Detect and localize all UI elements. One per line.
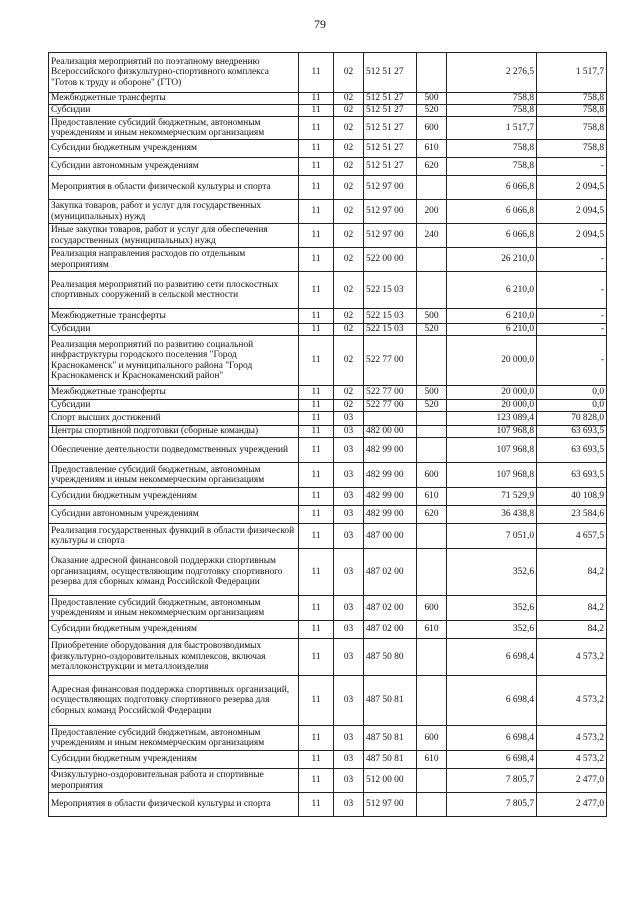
amount-actual-cell: - — [537, 248, 607, 272]
expense-type-code-cell: 200 — [417, 200, 447, 224]
amount-actual-cell: 4 573,2 — [537, 676, 607, 726]
amount-actual-cell: 758,8 — [537, 93, 607, 105]
expense-type-code-cell — [417, 549, 447, 596]
table-row — [49, 117, 607, 140]
section-code-cell: 11 — [299, 386, 334, 400]
amount-plan-cell: 6 698,4 — [447, 676, 537, 726]
table-row — [49, 463, 607, 488]
expense-name-cell: Реализация мероприятий по развитию сети плоскостных спортивных сооружений в сельской местности — [49, 272, 299, 309]
section-code-cell: 11 — [299, 488, 334, 506]
target-item-code-cell: 512 00 00 — [364, 769, 417, 793]
amount-plan-cell: 352,6 — [447, 549, 537, 596]
expense-name-cell: Субсидии бюджетным учреждениям — [49, 751, 299, 769]
expense-type-code-cell — [417, 336, 447, 386]
amount-plan-cell: 6 066,8 — [447, 200, 537, 224]
target-item-code-cell: 522 77 00 — [364, 400, 417, 412]
table-row — [49, 248, 607, 272]
expense-name-cell: Приобретение оборудования для быстровозводимых физкультурно-оздоровительных комплексов, включая металлоконструкции и металлоизделия — [49, 639, 299, 676]
subsection-code-cell: 02 — [334, 309, 364, 324]
target-item-code-cell: 487 00 00 — [364, 524, 417, 549]
subsection-code-cell: 03 — [334, 426, 364, 438]
section-code-cell: 11 — [299, 412, 334, 426]
section-code-cell: 11 — [299, 105, 334, 117]
section-code-cell: 11 — [299, 639, 334, 676]
expense-type-code-cell: 610 — [417, 621, 447, 639]
expense-name-cell: Субсидии — [49, 324, 299, 336]
expense-type-code-cell — [417, 426, 447, 438]
amount-actual-cell: 84,2 — [537, 621, 607, 639]
section-code-cell: 11 — [299, 596, 334, 621]
expense-name-cell: Реализация направления расходов по отдельным мероприятиям — [49, 248, 299, 272]
expense-name-cell: Обеспечение деятельности подведомственных учреждений — [49, 438, 299, 463]
target-item-code-cell: 487 02 00 — [364, 549, 417, 596]
expense-name-cell: Субсидии — [49, 105, 299, 117]
expense-name-cell: Субсидии автономным учреждениям — [49, 158, 299, 176]
expense-type-code-cell: 500 — [417, 93, 447, 105]
amount-actual-cell: - — [537, 324, 607, 336]
subsection-code-cell: 03 — [334, 726, 364, 751]
amount-actual-cell: 4 573,2 — [537, 639, 607, 676]
target-item-code-cell: 512 51 27 — [364, 140, 417, 158]
expense-name-cell: Реализация государственных функций в области физической культуры и спорта — [49, 524, 299, 549]
amount-actual-cell: - — [537, 336, 607, 386]
expense-name-cell: Субсидии бюджетным учреждениям — [49, 621, 299, 639]
amount-actual-cell: 4 657,5 — [537, 524, 607, 549]
amount-plan-cell: 6 698,4 — [447, 639, 537, 676]
subsection-code-cell: 03 — [334, 506, 364, 524]
expense-type-code-cell: 620 — [417, 158, 447, 176]
subsection-code-cell: 03 — [334, 549, 364, 596]
amount-plan-cell: 6 210,0 — [447, 324, 537, 336]
expense-name-cell: Предоставление субсидий бюджетным, автономным учреждениям и иным некоммерческим организациям — [49, 463, 299, 488]
target-item-code-cell: 482 99 00 — [364, 463, 417, 488]
section-code-cell: 11 — [299, 676, 334, 726]
target-item-code-cell: 512 51 27 — [364, 105, 417, 117]
expense-type-code-cell — [417, 676, 447, 726]
target-item-code-cell: 482 00 00 — [364, 426, 417, 438]
amount-actual-cell: 2 477,0 — [537, 793, 607, 817]
subsection-code-cell: 03 — [334, 438, 364, 463]
subsection-code-cell: 03 — [334, 793, 364, 817]
table-row — [49, 53, 607, 93]
table-row — [49, 596, 607, 621]
subsection-code-cell: 02 — [334, 176, 364, 200]
amount-actual-cell: 0,0 — [537, 386, 607, 400]
section-code-cell: 11 — [299, 438, 334, 463]
expense-type-code-cell: 610 — [417, 140, 447, 158]
target-item-code-cell: 487 50 80 — [364, 639, 417, 676]
section-code-cell: 11 — [299, 324, 334, 336]
subsection-code-cell: 02 — [334, 248, 364, 272]
amount-plan-cell: 758,8 — [447, 140, 537, 158]
table-row — [49, 93, 607, 105]
target-item-code-cell: 512 97 00 — [364, 793, 417, 817]
table-row — [49, 726, 607, 751]
amount-plan-cell: 352,6 — [447, 596, 537, 621]
target-item-code-cell: 487 50 81 — [364, 676, 417, 726]
section-code-cell: 11 — [299, 549, 334, 596]
amount-plan-cell: 6 066,8 — [447, 176, 537, 200]
table-row — [49, 524, 607, 549]
table-row — [49, 621, 607, 639]
expense-name-cell: Адресная финансовая поддержка спортивных организаций, осуществляющих подготовку спортивного резерва для сборных команд Российской Федерации — [49, 676, 299, 726]
amount-actual-cell: 70 828,0 — [537, 412, 607, 426]
section-code-cell: 11 — [299, 117, 334, 140]
subsection-code-cell: 02 — [334, 324, 364, 336]
amount-plan-cell: 71 529,9 — [447, 488, 537, 506]
subsection-code-cell: 03 — [334, 412, 364, 426]
section-code-cell: 11 — [299, 158, 334, 176]
amount-actual-cell: 84,2 — [537, 596, 607, 621]
amount-actual-cell: - — [537, 272, 607, 309]
expense-type-code-cell: 500 — [417, 386, 447, 400]
section-code-cell: 11 — [299, 506, 334, 524]
target-item-code-cell: 522 15 03 — [364, 309, 417, 324]
subsection-code-cell: 02 — [334, 93, 364, 105]
subsection-code-cell: 03 — [334, 596, 364, 621]
amount-plan-cell: 352,6 — [447, 621, 537, 639]
expense-name-cell: Межбюджетные трансферты — [49, 93, 299, 105]
expense-name-cell: Субсидии — [49, 400, 299, 412]
expense-type-code-cell — [417, 248, 447, 272]
expense-name-cell: Мероприятия в области физической культуры и спорта — [49, 176, 299, 200]
subsection-code-cell: 03 — [334, 488, 364, 506]
target-item-code-cell: 522 77 00 — [364, 386, 417, 400]
expense-name-cell: Закупка товаров, работ и услуг для государственных (муниципальных) нужд — [49, 200, 299, 224]
amount-actual-cell: 758,8 — [537, 105, 607, 117]
section-code-cell: 11 — [299, 524, 334, 549]
expense-type-code-cell: 500 — [417, 309, 447, 324]
amount-plan-cell: 758,8 — [447, 93, 537, 105]
table-row — [49, 793, 607, 817]
expense-name-cell: Физкультурно-оздоровительная работа и спортивные мероприятия — [49, 769, 299, 793]
amount-actual-cell: 2 477,0 — [537, 769, 607, 793]
subsection-code-cell: 03 — [334, 463, 364, 488]
amount-plan-cell: 36 438,8 — [447, 506, 537, 524]
amount-plan-cell: 26 210,0 — [447, 248, 537, 272]
table-row — [49, 309, 607, 324]
expense-name-cell: Спорт высших достижений — [49, 412, 299, 426]
amount-actual-cell: 4 573,2 — [537, 751, 607, 769]
amount-plan-cell: 758,8 — [447, 105, 537, 117]
target-item-code-cell: 522 00 00 — [364, 248, 417, 272]
section-code-cell: 11 — [299, 53, 334, 93]
subsection-code-cell: 03 — [334, 639, 364, 676]
expense-type-code-cell — [417, 438, 447, 463]
table-row — [49, 224, 607, 248]
expense-type-code-cell: 520 — [417, 105, 447, 117]
table-row — [49, 400, 607, 412]
section-code-cell: 11 — [299, 200, 334, 224]
target-item-code-cell: 482 99 00 — [364, 438, 417, 463]
expense-type-code-cell: 600 — [417, 726, 447, 751]
amount-actual-cell: 23 584,6 — [537, 506, 607, 524]
subsection-code-cell: 03 — [334, 769, 364, 793]
subsection-code-cell: 02 — [334, 158, 364, 176]
table-row — [49, 676, 607, 726]
amount-actual-cell: 0,0 — [537, 400, 607, 412]
expense-name-cell: Мероприятия в области физической культуры и спорта — [49, 793, 299, 817]
amount-plan-cell: 6 210,0 — [447, 309, 537, 324]
target-item-code-cell: 512 51 27 — [364, 93, 417, 105]
subsection-code-cell: 02 — [334, 336, 364, 386]
subsection-code-cell: 02 — [334, 400, 364, 412]
target-item-code-cell: 487 50 81 — [364, 726, 417, 751]
table-body — [49, 53, 607, 817]
expense-type-code-cell — [417, 769, 447, 793]
target-item-code-cell: 522 77 00 — [364, 336, 417, 386]
table-row — [49, 336, 607, 386]
amount-actual-cell: 1 517,7 — [537, 53, 607, 93]
target-item-code-cell: 487 02 00 — [364, 621, 417, 639]
amount-actual-cell: 758,8 — [537, 140, 607, 158]
subsection-code-cell: 03 — [334, 676, 364, 726]
table-row — [49, 272, 607, 309]
target-item-code-cell: 512 51 27 — [364, 117, 417, 140]
target-item-code-cell: 512 97 00 — [364, 224, 417, 248]
table-row — [49, 176, 607, 200]
expense-type-code-cell — [417, 53, 447, 93]
amount-actual-cell: - — [537, 309, 607, 324]
expense-name-cell: Межбюджетные трансферты — [49, 309, 299, 324]
budget-table — [48, 52, 607, 817]
amount-plan-cell: 7 051,0 — [447, 524, 537, 549]
subsection-code-cell: 02 — [334, 386, 364, 400]
subsection-code-cell: 02 — [334, 224, 364, 248]
subsection-code-cell: 02 — [334, 140, 364, 158]
table-row — [49, 769, 607, 793]
subsection-code-cell: 03 — [334, 751, 364, 769]
amount-actual-cell: 63 693,5 — [537, 426, 607, 438]
amount-plan-cell: 6 210,0 — [447, 272, 537, 309]
target-item-code-cell: 522 15 03 — [364, 324, 417, 336]
table-row — [49, 549, 607, 596]
amount-actual-cell: 63 693,5 — [537, 438, 607, 463]
expense-type-code-cell — [417, 793, 447, 817]
table-row — [49, 386, 607, 400]
target-item-code-cell: 487 50 81 — [364, 751, 417, 769]
expense-name-cell: Реализация мероприятий по развитию социальной инфраструктуры городского поселения "Город Краснокаменск" и муниципального района "Город Краснокаменск и Краснокаменский район" — [49, 336, 299, 386]
expense-type-code-cell — [417, 412, 447, 426]
section-code-cell: 11 — [299, 248, 334, 272]
target-item-code-cell: 512 51 27 — [364, 158, 417, 176]
expense-name-cell: Субсидии бюджетным учреждениям — [49, 140, 299, 158]
section-code-cell: 11 — [299, 224, 334, 248]
section-code-cell: 11 — [299, 272, 334, 309]
expense-type-code-cell: 520 — [417, 324, 447, 336]
section-code-cell: 11 — [299, 140, 334, 158]
table-row — [49, 639, 607, 676]
subsection-code-cell: 02 — [334, 272, 364, 309]
expense-type-code-cell: 520 — [417, 400, 447, 412]
amount-actual-cell: 2 094,5 — [537, 224, 607, 248]
table-row — [49, 751, 607, 769]
expense-type-code-cell: 610 — [417, 751, 447, 769]
section-code-cell: 11 — [299, 751, 334, 769]
amount-plan-cell: 20 000,0 — [447, 400, 537, 412]
amount-plan-cell: 6 066,8 — [447, 224, 537, 248]
amount-plan-cell: 7 805,7 — [447, 793, 537, 817]
subsection-code-cell: 03 — [334, 524, 364, 549]
amount-actual-cell: 84,2 — [537, 549, 607, 596]
section-code-cell: 11 — [299, 621, 334, 639]
page-number: 79 — [314, 17, 326, 31]
expense-type-code-cell — [417, 272, 447, 309]
table-row — [49, 506, 607, 524]
expense-type-code-cell: 240 — [417, 224, 447, 248]
expense-type-code-cell — [417, 176, 447, 200]
table-row — [49, 324, 607, 336]
table-row — [49, 158, 607, 176]
expense-type-code-cell: 620 — [417, 506, 447, 524]
amount-plan-cell: 2 276,5 — [447, 53, 537, 93]
target-item-code-cell: 482 99 00 — [364, 488, 417, 506]
expense-name-cell: Реализация мероприятий по поэтапному внедрению Всероссийского физкультурно-спортивного комплекса "Готов к труду и обороне" (ГТО) — [49, 53, 299, 93]
amount-plan-cell: 123 089,4 — [447, 412, 537, 426]
target-item-code-cell: 512 51 27 — [364, 53, 417, 93]
target-item-code-cell: 512 97 00 — [364, 200, 417, 224]
section-code-cell: 11 — [299, 726, 334, 751]
expense-name-cell: Центры спортивной подготовки (сборные команды) — [49, 426, 299, 438]
amount-actual-cell: - — [537, 158, 607, 176]
table-row — [49, 140, 607, 158]
section-code-cell: 11 — [299, 93, 334, 105]
amount-plan-cell: 20 000,0 — [447, 336, 537, 386]
table-row — [49, 426, 607, 438]
subsection-code-cell: 02 — [334, 200, 364, 224]
expense-name-cell: Предоставление субсидий бюджетным, автономным учреждениям и иным некоммерческим организациям — [49, 596, 299, 621]
amount-plan-cell: 6 698,4 — [447, 726, 537, 751]
amount-plan-cell: 758,8 — [447, 158, 537, 176]
expense-type-code-cell: 600 — [417, 596, 447, 621]
expense-name-cell: Субсидии автономным учреждениям — [49, 506, 299, 524]
target-item-code-cell: 487 02 00 — [364, 596, 417, 621]
expense-type-code-cell — [417, 639, 447, 676]
table-row — [49, 200, 607, 224]
expense-name-cell: Предоставление субсидий бюджетным, автономным учреждениям и иным некоммерческим организациям — [49, 726, 299, 751]
amount-plan-cell: 7 805,7 — [447, 769, 537, 793]
table-row — [49, 412, 607, 426]
table-row — [49, 488, 607, 506]
expense-name-cell: Иные закупки товаров, работ и услуг для обеспечения государственных (муниципальных) нужд — [49, 224, 299, 248]
amount-actual-cell: 2 094,5 — [537, 200, 607, 224]
target-item-code-cell: 522 15 03 — [364, 272, 417, 309]
expense-type-code-cell — [417, 524, 447, 549]
section-code-cell: 11 — [299, 463, 334, 488]
amount-plan-cell: 1 517,7 — [447, 117, 537, 140]
expense-type-code-cell: 600 — [417, 117, 447, 140]
subsection-code-cell: 03 — [334, 621, 364, 639]
amount-plan-cell: 6 698,4 — [447, 751, 537, 769]
section-code-cell: 11 — [299, 336, 334, 386]
section-code-cell: 11 — [299, 176, 334, 200]
expense-name-cell: Межбюджетные трансферты — [49, 386, 299, 400]
expense-name-cell: Субсидии бюджетным учреждениям — [49, 488, 299, 506]
subsection-code-cell: 02 — [334, 105, 364, 117]
target-item-code-cell: 512 97 00 — [364, 176, 417, 200]
amount-plan-cell: 107 968,8 — [447, 438, 537, 463]
amount-actual-cell: 2 094,5 — [537, 176, 607, 200]
section-code-cell: 11 — [299, 793, 334, 817]
section-code-cell: 11 — [299, 769, 334, 793]
expense-type-code-cell: 600 — [417, 463, 447, 488]
target-item-code-cell — [364, 412, 417, 426]
amount-actual-cell: 4 573,2 — [537, 726, 607, 751]
expense-type-code-cell: 610 — [417, 488, 447, 506]
expense-name-cell: Оказание адресной финансовой поддержки спортивным организациям, осуществляющим подготовку спортивного резерва для сборных команд Российской Федерации — [49, 549, 299, 596]
section-code-cell: 11 — [299, 309, 334, 324]
subsection-code-cell: 02 — [334, 53, 364, 93]
subsection-code-cell: 02 — [334, 117, 364, 140]
amount-actual-cell: 758,8 — [537, 117, 607, 140]
amount-actual-cell: 63 693,5 — [537, 463, 607, 488]
amount-plan-cell: 107 968,8 — [447, 463, 537, 488]
amount-actual-cell: 40 108,9 — [537, 488, 607, 506]
section-code-cell: 11 — [299, 400, 334, 412]
section-code-cell: 11 — [299, 426, 334, 438]
target-item-code-cell: 482 99 00 — [364, 506, 417, 524]
table-row — [49, 105, 607, 117]
amount-plan-cell: 107 968,8 — [447, 426, 537, 438]
expense-name-cell: Предоставление субсидий бюджетным, автономным учреждениям и иным некоммерческим организациям — [49, 117, 299, 140]
amount-plan-cell: 20 000,0 — [447, 386, 537, 400]
table-row — [49, 438, 607, 463]
